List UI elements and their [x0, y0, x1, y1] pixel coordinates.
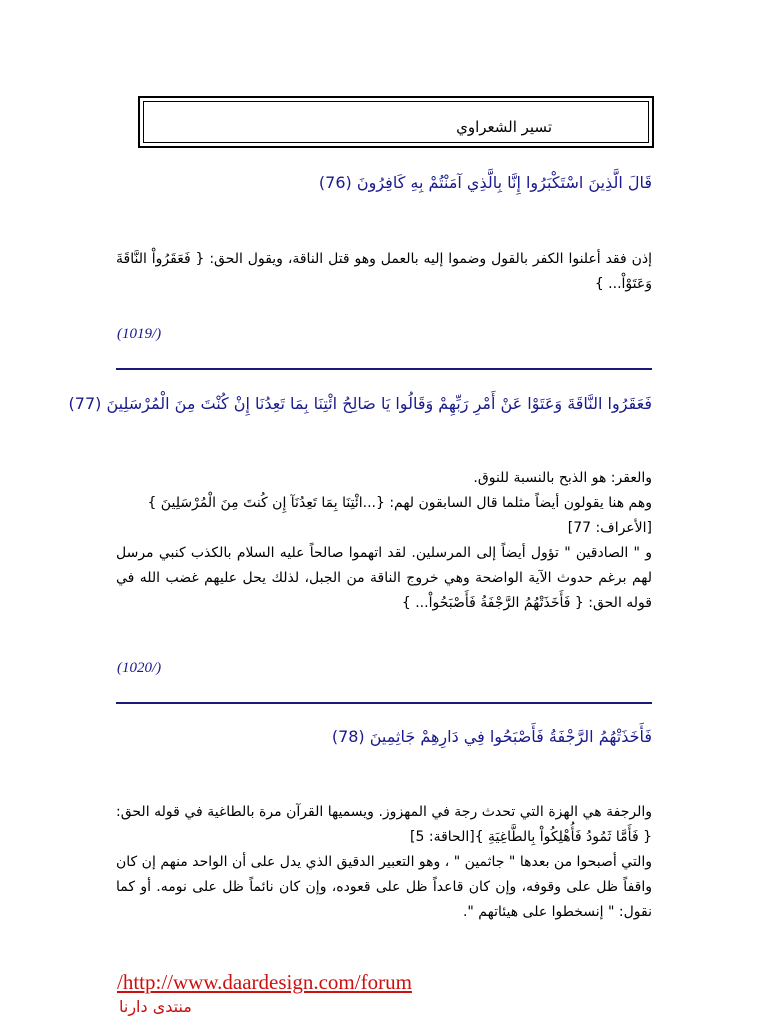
section-divider	[116, 702, 652, 704]
verse-78: فَأَخَذَتْهُمُ الرَّجْفَةُ فَأَصْبَحُوا فِي دَارِهِمْ جَاثِمِينَ (78)	[331, 727, 652, 746]
verse-77: فَعَقَرُوا النَّاقَةَ وَعَتَوْا عَنْ أَمْرِ رَبِّهِمْ وَقَالُوا يَا صَالِحُ ائْتِنَا بِمَا تَعِدُنَا إِنْ كُنْتَ مِنَ الْمُرْسَلِينَ (77)	[68, 394, 652, 413]
paragraph: والعقر: هو الذبح بالنسبة للنوق.	[473, 470, 652, 486]
page-number-1020: (1020/)	[117, 660, 162, 676]
paragraph: وهم هنا يقولون أيضاً مثلما قال السابقون لهم: {...ائْتِنَا بِمَا تَعِدُنَآ إِن كُنتَ مِنَ الْمُرْسَلِينَ }	[147, 495, 652, 511]
paragraph: والرجفة هي الهزة التي تحدث رجة في المهزوز. ويسميها القرآن مرة بالطاغية في قوله الحق:{ فَأَمَّا ثَمُودُ فَأُهْلِكُواْ بِالطَّاغِيَةِ }[الحاقة: 5]	[116, 804, 652, 845]
paragraph: والتي أصبحوا من بعدها " جاثمين " ، وهو التعبير الدقيق الذي يدل على أن الواحد منهم إن كان واقفاً ظل على وقوفه، وإن كان قاعداً ظل على قعوده، وإن كان نائماً ظل على نومه. أو كما نقول: " إنسخطوا على هيئاتهم ".	[116, 854, 652, 920]
commentary-78	[116, 800, 652, 925]
title-inner-frame	[143, 101, 649, 143]
commentary-77	[116, 466, 652, 616]
forum-link[interactable]: /http://www.daardesign.com/forum	[117, 970, 412, 994]
paragraph: و " الصادقين " تؤول أيضاً إلى المرسلين. لقد اتهموا صالحاً عليه السلام بالكذب كنبي مرسل لهم برغم حدوث الآية الواضحة وهي خروج الناقة من الجبل، لذلك يحل عليهم غضب الله في قوله الحق: { فَأَخَذَتْهُمُ الرَّجْفَةُ فَأَصْبَحُواْ... }	[116, 545, 652, 611]
verse-76: قَالَ الَّذِينَ اسْتَكْبَرُوا إِنَّا بِالَّذِي آمَنْتُمْ بِهِ كَافِرُونَ (76)	[318, 173, 652, 192]
paragraph: إذن فقد أعلنوا الكفر بالقول وضموا إليه بالعمل وهو قتل الناقة، ويقول الحق: { فَعَقَرُواْ النَّاقَةَ وَعَتَوْاْ... }	[116, 251, 652, 292]
page-number-1019: (1019/)	[117, 326, 162, 342]
document-title: تسير الشعراوي	[456, 118, 552, 136]
section-divider	[116, 368, 652, 370]
forum-name: منتدى دارنا	[119, 997, 192, 1016]
commentary-76	[116, 247, 652, 297]
title-box	[138, 96, 654, 148]
paragraph: [الأعراف: 77]	[567, 520, 652, 536]
